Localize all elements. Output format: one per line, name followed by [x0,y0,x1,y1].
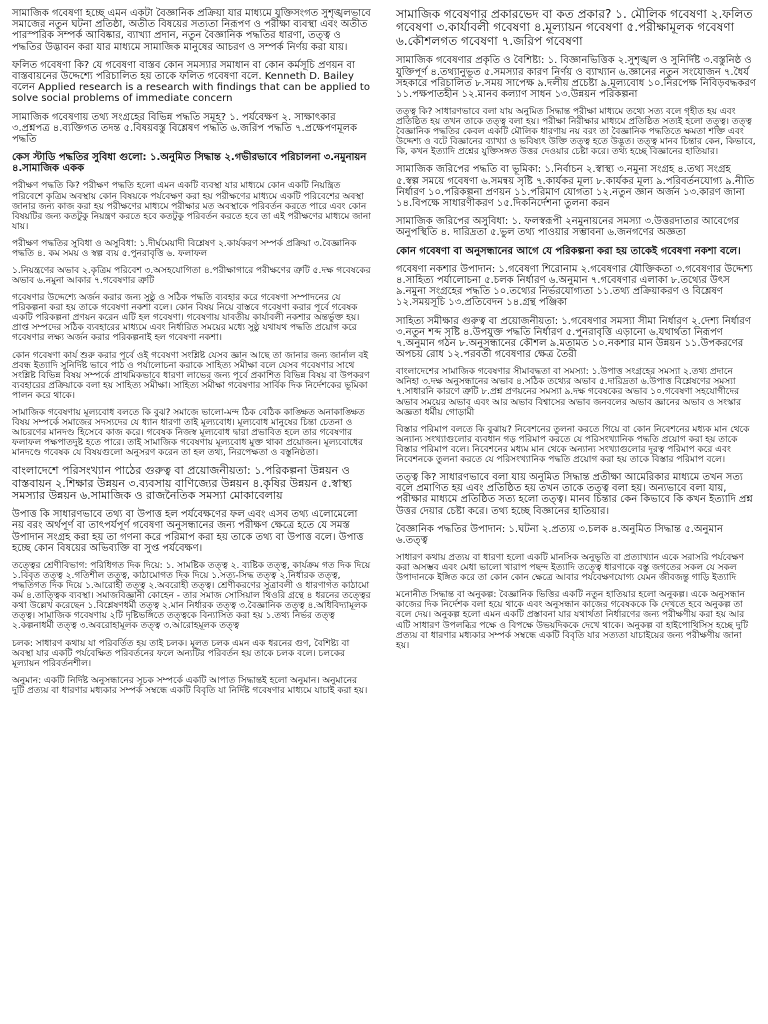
literature-review-importance: সাহিত্য সমীক্ষার গুরুত্ব বা প্রয়োজনীয়তা: ১.গবেষণার সমস্যা সীমা নির্ধারণ ২.দেশ্য নির্ধারণ ৩.নতুন শব্দ সৃষ্টি ৪.উপযুক্ত পদ্ধতি নির্ধারণ ৫.পুনরাবৃত্তি এড়ানো ৬.যথার্থতা নিরূপণ ৭.অনুমান গঠন ৮.অনুসন্ধানের কৌশল ৯.মতামত ১০.নকশার মান উন্নয়ন ১১.উপকরণের অপচয় রোধ ১২.পরবর্তী গবেষণার ক্ষেত্র তৈরী [396,315,751,361]
applied-research-definition: ফলিত গবেষণা কি? যে গবেষণা বাস্তব কোন সমস্যার সমাধান বা কোন কর্মসূচি প্রণয়ন বা বাস্তবায়নের উদ্দেশ্যে পরিচালিত হয় তাকে ফলিত গবেষণা বলে. Kenneth D. Bailey বলেন Applied research is a research with findings that can be applied to solve social problems of immediate concern [12,59,370,105]
social-research-definition: সামাজিক গবেষণা হচ্ছে এমন একটা বৈজ্ঞানিক প্রক্রিয়া যার মাধ্যমে যুক্তিসংগত সুশৃঙ্খলভাবে সমাজের নতুন ঘটনা প্রতিষ্ঠা, অতীত বিষয়ের সত্যতা নিরূপণ ও পরীক্ষা ব্যবস্থা এবং অতীত পারস্পরিক সম্পর্ক আবিষ্কার, ব্যাখ্যা প্রদান, নতুন বৈজ্ঞানিক পদ্ধতির ধারণা, তত্ত্ব ও পদ্ধতির উদ্ভাবন করা যার মাধ্যমে সামাজিক মানুষের আচরণ ও সম্পর্ক নির্ণয় করা যায়। [12,8,371,53]
hypothesis-definition: অনুমান: একটি নির্দিষ্ট অনুসন্ধানের সূচক সম্পর্কে একটি আপাত সিদ্ধান্তই হলো অনুমান। অনুমানের দুটি প্রত্যয় বা ধারণার মধ্যকার সম্পর্ক সম্বন্ধে একটি বিবৃতি যা নির্দিষ্ট গবেষণার মাধ্যমে যাচাই করা হয়। [12,675,368,696]
scientific-method-elements: বৈজ্ঞানিক পদ্ধতির উপাদান: ১.ঘটনা ২.প্রত্যয় ৩.চলক ৪.অনুমিত সিদ্ধান্ত ৫.অনুমান ৬.তত্ত্ব [396,523,723,546]
research-types: সামাজিক গবেষণার প্রকারভেদ বা কত প্রকার? ১. মৌলিক গবেষণা ২.ফলিত গবেষণা ৩.কার্যাবলী গবেষণা ৪.মূল্যায়ন গবেষণা ৫.পরীক্ষামূলক গবেষণা ৬.কৌশলগত গবেষণা ৭.জরিপ গবেষণা [396,7,753,48]
research-design-note: কোন গবেষণা বা অনুসন্ধানের আগে যে পরিকল্পনা করা হয় তাকেই গবেষণা নকশা বলে। [396,245,741,257]
research-characteristics: সামাজিক গবেষণার প্রকৃতি ও বৈশিষ্ট্য: ১. বিজ্ঞানভিত্তিক ২.সুশৃঙ্খল ও সুনির্দিষ্ট ৩.বস্তুনিষ্ঠ ও যুক্তিপূর্ণ ৪.তথ্যানুভূত ৫.সমস্যার কারণ নির্ণয় ও ব্যাখ্যান ৬.জ্ঞানের নতুন সংযোজন ৭.ধৈর্য সহকারে পরিচালিত ৮.সময় সাপেক্ষ ৯.দলীয় প্রচেষ্টা ৯.মূল্যবোধ ১০.নিরপেক্ষ নিবিড়বদ্ধকরণ ১১.পক্ষপাতহীন ১২.মানব কল্যাণ সাধন ১৩.উন্নয়ন পরিকল্পনা [396,55,756,100]
variable-definition: চলক: সাধারণ কথায় যা পরিবর্তিত হয় তাই চলক। মূলত চলক এমন এক ধরনের গুণ, বৈশিষ্ট্য বা অবস্থা যার একটি পর্যবেক্ষিত পরিবর্তনের ফলে অন্যটির পরিবর্তন হয় তাকে চলক বলে। চলকের মূল্যায়ন পরিবর্তনশীল। [12,638,350,669]
data-collection-methods: সামাজিক গবেষণায় তথ্য সংগ্রহের বিভিন্ন পদ্ধতি সমূহ? ১. পর্যবেক্ষণ ২. সাক্ষাৎকার ৩.প্রশ্নপত্র ৪.ব্যক্তিগত তদন্ত ৫.বিষয়বস্তু বিশ্লেষণ পদ্ধতি ৬.জরিপ পদ্ধতি ৭.প্রক্ষেপণমূলক পদ্ধতি [12,111,358,145]
survey-role: সামাজিক জরিপের পদ্ধতি বা ভূমিকা: ১.নির্বাচন ২.স্বাস্থ্য ৩.নমুনা সংগ্রহ ৪.তথ্য সংগ্রহ ৫.স্বল্প সময়ে গবেষণা ৬.সমন্বয় সৃষ্টি ৭.কার্যকর মূল্য ৮.কার্যকর মূল্য ৯.পরিবর্তনযোগ্য ৯.নীতি নির্ধারণ ১০.পরিকল্পনা প্রণয়ন ১১.পরিমাণ যোগতা ১২.নতুন জ্ঞান অর্জন ১৩.কারণ জানা ১৪.বিপক্ষে সাধারণীকরণ ১৫.দিকনির্দেশনা তুলনা করন [396,164,755,210]
bangladesh-research-limitations: বাংলাদেশের সামাজিক গবেষণার সীমাবদ্ধতা বা সমস্যা: ১.উপাত্ত সংগ্রহের সমস্যা ২.তথ্য প্রদানে অনিহা ৩.দক্ষ অনুসন্ধানের অভাব ৪.সঠিক তথ্যের অভাব ৫.দারিদ্রতা ৬.উপাত্ত বিশ্লেষণের সমস্যা ৭.সাধারনি কারণে ত্রুটি ৮.প্রশ্ন প্রণয়নের সমস্যা ৯.দক্ষ গবেষকের অভাব ১০.গবেষণা সহযোগীদের অভাব সময়ের অভাব এবং আর অভাব বিশ্বাসের অভাব জনবলের অভাব জ্ঞানের অভাব ও সংস্কার অজ্ঞতা ধর্মীয় গোড়ামী [396,367,742,418]
survey-disadvantages: সামাজিক জরিপের অসুবিধা: ১. ফলস্বরূপী ২নমুনায়নের সমস্যা ৩.উত্তরদাতার আবেগের অনুপস্থিতি ৪. দারিদ্রতা ৫.ভুল তথ্য পাওয়ার সম্ভাবনা ৬.জনগণের অজ্ঞতা [396,216,740,239]
left-column [12,8,372,703]
theory-definition: তত্ত্ব কি? সাধারণভাবে বলা যায় অনুমিত সিদ্ধান্ত পরীক্ষা মাধ্যমে তথ্যে সত্য বলে গৃহীত হয় এবং প্রতিষ্ঠিত হয় তখন তাকে তত্ত্ব বলা হয়। পরীক্ষা নিরীক্ষার মাধ্যমে প্রতিষ্ঠিত সত্যই হলো তত্ত্ব। তত্ত্ব বৈজ্ঞানিক পদ্ধতির কেবল একটি মৌলিক ধারণায় নয় বরং তা বৈজ্ঞানিক পদ্ধতিতে ক্ষমতা শক্তি এবং উদ্দেশ্য ও বটে বিজ্ঞানের ব্যাখ্যা ও ভবিষ্যৎ উক্তি তত্ত্ব হতে উদ্ভূত। তত্ত্ব মানব চিন্তার কেন, কিভাবে, কি, কখন ইত্যাদি প্রশ্নের যুক্তিসঙ্গত উত্তর দেওয়ার চেষ্টা করে। তথ্য হচ্ছে বিজ্ঞানের হাতিয়ার। [396,107,756,158]
right-column [396,8,756,658]
experiment-advantages: পরীক্ষণ পদ্ধতির সুবিধা ও অসুবিধা: ১.দীর্ঘমেয়াদী বিশ্লেষণ ২.কার্যকরণ সম্পর্ক প্রক্রিয়া ৩.বৈজ্ঞানিক পদ্ধতি ৪. কম সময় ও স্বল্প ব্যয় ৫.পুনরাবৃত্তি ৬. ফলাফল [12,238,357,259]
experimental-method-definition: পরীক্ষণ পদ্ধতি কি? পরীক্ষণ পদ্ধতি হলো এমন একটি ব্যবস্থা যার মাধ্যমে কোন একটি নিয়ন্ত্রিত পরিবেশে কৃত্রিম অবস্থায় কোন বিষয়কে পর্যবেক্ষণ করা হয় পরীক্ষণের মাধ্যমে একটি পরিবেশের অবস্থা জানার জন্য কাজ করা হয় পরীক্ষণের মাধ্যমে পরীক্ষার মত অবস্থাকে পরিবর্তন করতে পারে এবং কোন বিষয়টির জন্য কতটুকু নিয়ন্ত্রণ করতে হবে কতটুকু পরিবর্তন করতে হবে তা এই পরীক্ষণের মাধ্যমে জানা যায়। [12,181,371,232]
theory-classification: তত্ত্বের শ্রেণীবিভাগ: পরিধিগত দিক দিয়ে: ১. সামষ্টিক তত্ত্ব ২. ব্যষ্টিক তত্ত্ব, কার্যক্রম গত দিক দিয়ে ১.বিবৃত তত্ত্ব ২.গতিশীল তত্ত্ব, কাঠামোগত দিক দিয়ে ১.সত্য-সিদ্ধ তত্ত্ব ২.নিৰ্ধারক তত্ত্ব, পদ্ধতিগত দিক দিয়ে ১.আরোহী তত্ত্ব ২.অবরোহী তত্ত্ব। শ্রেণীকরণের সুত্রাবলী ও ধারণাগত কাঠামো কর্ম ৪.তাত্ত্বিক ব্যবস্থা। সমাজবিজ্ঞানী কোহেন - তার সমাজ সোসিয়াল থিওরি গ্রন্থে ৪ ধরনের তত্ত্বের কথা উল্লেখ করেছেন ১.বিশ্লেষণধর্মী তত্ত্ব ২.মান নির্ধারক তত্ত্ব ৩.বৈজ্ঞানিক তত্ত্ব ৪.অধিবিদ্যামূলক তত্ত্ব। সামাজিক গবেষণায় ২টি দৃষ্টিভঙ্গিতে তত্ত্বকে বিন্যাসিত করা হয় ১.তথ্য নির্ভর তত্ত্ব ২.কল্পনাধর্মী তত্ত্ব ৩.অবরোহামূলক তত্ত্ব ৩.আরোহমূলক তত্ত্ব [12,561,371,632]
research-design-elements: গবেষণা নকশার উপাদান: ১.গবেষণা শিরোনাম ২.গবেষণার যৌক্তিকতা ৩.গবেষণার উদ্দেশ্য ৪.সাহিত্য পর্যালোচনা ৫.চলক নির্ধারণ ৬.অনুমান ৭.গবেষণার এলাকা ৮.তথ্যের উৎস ৯.নমুনা সংগ্রহের পদ্ধতি ১০.তথ্যের নির্ভরযোগ্যতা ১১.তথ্য প্রক্রিয়াকরণ ও বিশ্লেষণ ১২.সময়সূচি ১৩.প্রতিবেদন ১৪.গ্রন্থ পঞ্জিকা [396,263,753,309]
experiment-disadvantages: ১.নিয়ন্ত্রণের অভাব ২.কৃত্রিম পরিবেশ ৩.অসহযোগিতা ৪.পরীক্ষাগারে পরীক্ষণের ত্রুটি ৫.দক্ষ গবেষকের অভাব ৬.নমুনা আকার ৭.গবেষণার ত্রুটি [12,265,371,287]
statistics-importance: বাংলাদেশে পরিসংখ্যান পাঠের গুরুত্ব বা প্রয়োজনীয়তা: ১.পরিকল্পনা উন্নয়ন ও বাস্তবায়ন ২.শিক্ষার উন্নয়ন ৩.ব্যবসায় বাণিজ্যের উন্নয়ন ৪.কৃষির উন্নয়ন ৫.স্বাস্থ্য সমস্যার উন্নয়ন ৬.সামাজিক ও রাজনৈতিক সমস্যা মোকাবেলায় [12,464,352,502]
research-design-definition: গবেষণার উদ্দেশ্যে অর্জন করার জন্য সুষ্ঠু ও সঠিক পদ্ধতি ব্যবহার করে গবেষণা সম্পাদনের যে পরিকল্পনা করা হয় তাকে গবেষণা নকশা বলে। কোন বিষয় নিয়ে বাস্তবে গবেষণা করার পূর্বে গবেষক একটি পরিকল্পনা প্রণয়ন করেন এটি হল গবেষণা। গবেষণায় যাবতীয় কার্যাবলী নকশার অন্তর্ভুক্ত হয়। প্রাপ্ত সম্পদের সঠিক ব্যবহারের মাধ্যমে এবং নির্ধারিত সময়ের মধ্যে সুষ্ঠু যথাযথ পদ্ধতি প্রয়োগ করে গবেষণার লক্ষ্য অর্জন করার পরিকল্পনাই হল গবেষণা নকশা। [12,293,360,344]
dispersion-measure: বিস্তার পরিমাপ বলতে কি বুঝায়? নিবেশনের তুলনা করতে গিয়ে বা কোন নিবেশনের মধ্যক মান থেকে অন্যান্য সংখ্যাগুলোর ব্যবধান গড় পরিমাপ করতে যে পরিসংখ্যানিক পদ্ধতি প্রয়োগ করা হয় তাকে বিস্তার পরিমাপ বলে। নিবেশনের মধ্যম মান থেকে অন্যান্য সংখ্যাগুলোর দূরত্ব পরিমাপ করে এবং নিবেশনকে তুলনা করতে যে পরিসংখ্যানিক পদ্ধতি প্রয়োগ করা হয় তাকে বিস্তার পরিমাপ বলে। [396,424,750,465]
theory-definition-2: তত্ত্ব কি? সাধারণভাবে বলা যায় অনুমিত সিদ্ধান্ত প্রতীক্ষা আমেরিকার মাধ্যমে তখন সত্য বলে প্রমাণিত হয় এবং প্রতিষ্ঠিত হয় তখন তাকে তত্ত্ব বলা হয়। অন্যভাবে বলা যায়, পরীক্ষার মাধ্যমে প্রতিষ্ঠিত সত্য হলো তত্ত্ব। মানব চিন্তার কেন কিভাবে কি কখন ইত্যাদি প্রশ্ন উত্তর দেয়ার চেষ্টা করে। তথ্য হচ্ছে বিজ্ঞানের হাতিয়ার। [396,471,753,517]
data-definition: উপাত্ত কি সাধারণভাবে তথ্য বা উপাত্ত হল পর্যবেক্ষণের ফল এবং এসব তথ্য এলোমেলো নয় বরং অর্থপূর্ণ বা তাৎপর্যপূর্ণ গবেষণা অনুসন্ধানের জন্য পরীক্ষণ ক্ষেত্রে হতে যে সমস্ত উপাদান সংগ্রহ করা হয় তা গণনা করে পরিমাপ করা হয় তাকে তথ্য বা উপাত্ত বলে। উপাত্ত হচ্ছে কোন বিষয়ের অভিব্যক্তি বা সুপ্ত পর্যবেক্ষণ। [12,509,364,554]
values-in-research: সামাজিক গবেষণায় মূল্যবোধ বলতে কি বুঝ? সমাজে ভালো-মন্দ ঠিক বেঠিক কাঙ্ক্ষিত অনাকাঙ্ক্ষিত বিষয় সম্পর্কে সমাজের সদস্যদের যে ধ্যান ধারণা তাই মূল্যবোধ। মূল্যবোধ মানুষের চিন্তা চেতনা ও আচরণের মানদণ্ড হিসেবে কাজ করে। গবেষক নিজস্ব মূল্যবোধ দ্বারা প্রভাবিত হলে তার গবেষণার ফলাফল পক্ষপাতদুষ্ট হতে পারে। তাই সামাজিক গবেষণায় মূল্যবোধ মুক্ত থাকা প্রয়োজন। মূল্যবোধের মানদণ্ডে গবেষক যে বিষয়গুলো অনুসরণ করেন তা হল তথ্য, নিরপেক্ষতা ও বস্তুনিষ্ঠতা। [12,407,365,459]
literature-review-definition: কোন গবেষণা কার্য শুরু করার পূর্বে ওই গবেষণা সংশ্লিষ্ট যেসব জ্ঞান আছে তা জানার জন্য জার্নাল বই প্রবন্ধ ইত্যাদি সুনির্দিষ্ট ভাবে পাঠ ও পর্যালোচনা করাকে সাহিত্য সমীক্ষা বলে যেসব গবেষণার সাথে সংশ্লিষ্ট বিভিন্ন বিষয় সম্পর্কে প্রাথমিকভাবে ধারণা লাভের জন্য পূর্বে প্রকাশিত বিভিন্ন বিষয় বা উপকরণ ব্যবহারের প্রক্রিয়াকে বলা হয় সাহিত্য সমীক্ষা। সাহিত্য সমীক্ষা গবেষণার সার্বিক দিক নির্দেশকের ভূমিকা পালন করে থাকে। [12,350,370,401]
case-study-advantages: কেস স্টাডি পদ্ধতির সুবিধা গুলো: ১.অনুমিত সিদ্ধান্ত ২.গভীরভাবে পরিচালনা ৩.নমুনায়ন ৪.সামাজিক একক [12,152,367,175]
hypothesis-explanation: মনোনীত সিদ্ধান্ত বা অনুকল্প: বৈজ্ঞানিক ভিত্তির একটি নতুন হাতিয়ার হলো অনুকল্প। একে অনুসন্ধান কাজের দিক নির্দেশক বলা হয়ে থাকে এবং অনুসন্ধান কাজের গবেষককে কি দেখতে হবে অনুকল্প তা বলে দেয়। অনুকল্প হলো এমন একটি প্রস্তাবনা যার যথার্থতা নির্ধারণের জন্য পরীক্ষণীয় করা হয় আর এটি সাধারণ উপলব্ধির পক্ষে ও বিপক্ষে উভয়দিককে দেখে থাকে। অনুকল্প বা হাইপোথিসিস হচ্ছে দুটি প্রত্যয় বা ধারণার মধ্যকার সম্পর্ক সম্বন্ধে একটি বিবৃতি যার সত্যতা যাচাইয়ের জন্য পরীক্ষণীয় জানা হয়। [396,590,748,651]
concept-definition: সাধারণ কথায় প্রত্যয় বা ধারণা হলো একটি মানসিক অনুভূতি বা প্রত্যাখ্যান একে সরাসরি পর্যবেক্ষণ করা অসম্ভব এবং মেধা ভালো খারাপ পছন্দ ইত্যাদি তত্ত্বে ধারণাকে বস্তু জগতের সকল যে সকল উপাদানকে ইঙ্গিত করে তা কোন কোন ক্ষেত্রে আবার পর্যবেক্ষণযোগ্য যেমন জীবজন্তু গাড়ি ইত্যাদি [396,553,744,584]
